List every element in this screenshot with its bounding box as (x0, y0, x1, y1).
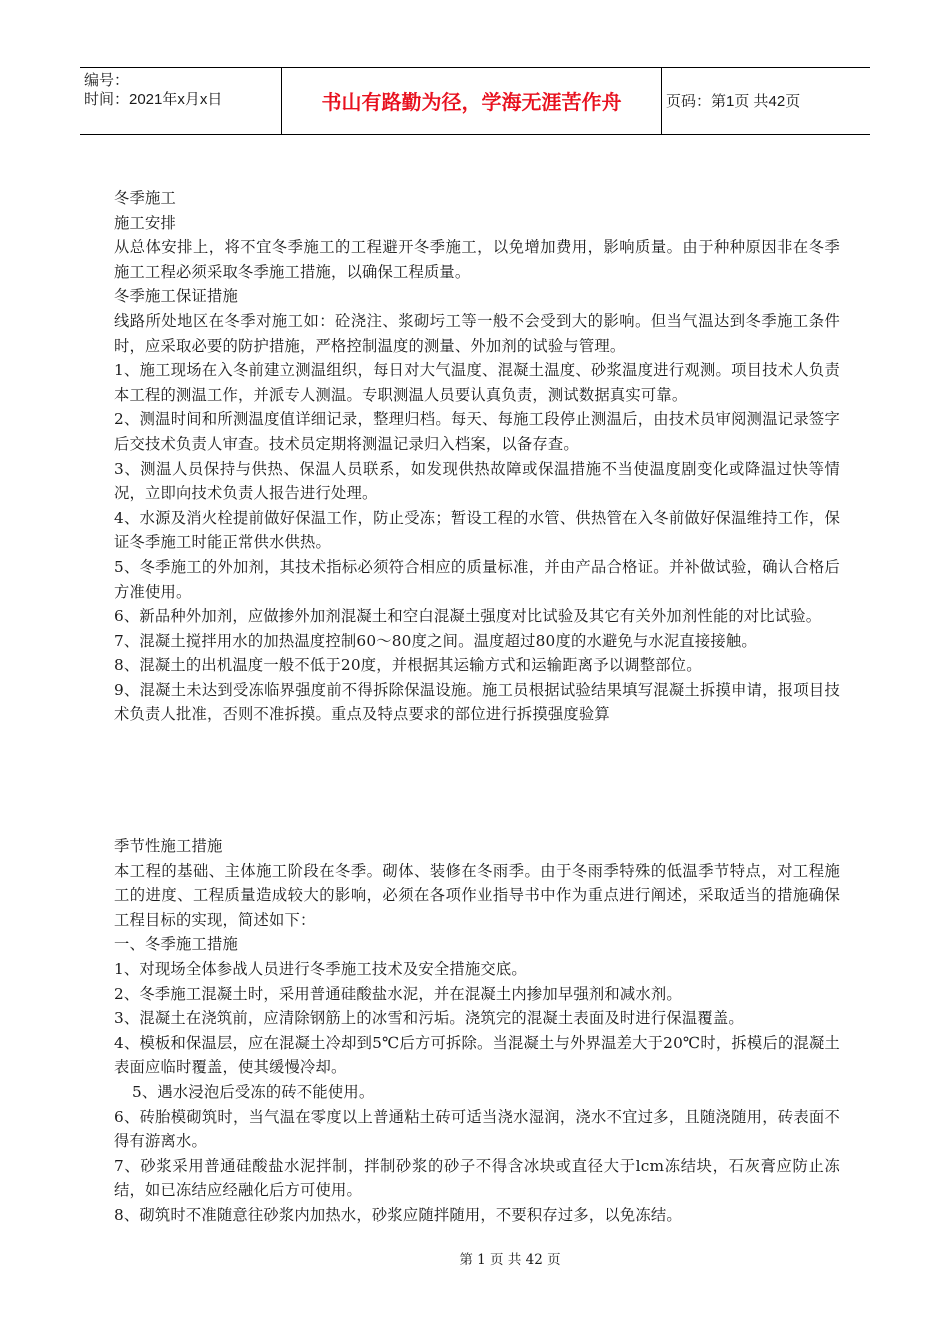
document-header (80, 67, 870, 135)
heading-winter-measures: 一、冬季施工措施 (114, 935, 238, 954)
document-number-label: 编号： (84, 72, 130, 89)
list-item: 4、模板和保温层，应在混凝土冷却到5℃后方可拆除。当混凝土与外界温差大于20℃时，拆模后的混凝土表面应临时覆盖，使其缓慢冷却。 (114, 1033, 840, 1077)
list-item: 9、混凝土未达到受冻临界强度前不得拆除保温设施。施工员根据试验结果填写混凝土拆摸申请，报项目技术负责人批准，否则不准拆摸。重点及特点要求的部位进行拆摸强度验算 (114, 680, 840, 724)
document-date-label: 时间：2021年x月x日 (84, 91, 223, 108)
heading-construction-arrangement: 施工安排 (114, 213, 176, 232)
paragraph: 线路所处地区在冬季对施工如：砼浇注、浆砌圬工等一般不会受到大的影响。但当气温达到冬季施工条件时，应采取必要的防护措施，严格控制温度的测量、外加剂的试验与管理。 (114, 311, 840, 355)
heading-winter-guarantee-measures: 冬季施工保证措施 (114, 287, 238, 306)
paragraph: 本工程的基础、主体施工阶段在冬季。砌体、装修在冬雨季。由于冬雨季特殊的低温季节特点，对工程施工的进度、工程质量造成较大的影响，必须在各项作业指导书中作为重点进行阐述，采取适当的措施确保工程目标的实现，简述如下： (114, 861, 840, 929)
list-item: 8、砌筑时不准随意往砂浆内加热水，砂浆应随拌随用，不要积存过多，以免冻结。 (114, 1205, 682, 1224)
paragraph: 从总体安排上，将不宜冬季施工的工程避开冬季施工，以免增加费用，影响质量。由于种种原因非在冬季施工工程必须采取冬季施工措施，以确保工程质量。 (114, 238, 840, 281)
page-footer: 第 1 页 共 42 页 (459, 1252, 561, 1268)
heading-winter-construction: 冬季施工 (114, 189, 176, 207)
header-motto: 书山有路勤为径，学海无涯苦作舟 (282, 68, 662, 134)
list-item: 2、冬季施工混凝土时，采用普通硅酸盐水泥，并在混凝土内掺加早强剂和减水剂。 (114, 984, 682, 1003)
list-item: 3、测温人员保持与供热、保温人员联系，如发现供热故障或保温措施不当使温度剧变化或降温过快等情况，立即向技术负责人报告进行处理。 (114, 459, 840, 503)
list-item: 1、对现场全体参战人员进行冬季施工技术及安全措施交底。 (114, 959, 527, 978)
list-item: 2、测温时间和所测温度值详细记录，整理归档。每天、每施工段停止测温后，由技术员审阅测温记录签字后交技术负责人审查。技术员定期将测温记录归入档案，以备存查。 (114, 410, 840, 453)
heading-seasonal-measures: 季节性施工措施 (114, 837, 223, 855)
section-seasonal-measures (114, 834, 840, 1228)
section-winter-construction (114, 186, 840, 727)
list-item: 5、冬季施工的外加剂，其技术指标必须符合相应的质量标准，并由产品合格证。并补做试验，确认合格后方准使用。 (114, 557, 840, 601)
list-item: 3、混凝土在浇筑前，应清除钢筋上的冰雪和污垢。浇筑完的混凝土表面及时进行保温覆盖。 (114, 1009, 744, 1028)
list-item: 8、混凝土的出机温度一般不低于20度，并根据其运输方式和运输距离予以调整部位。 (114, 656, 702, 675)
list-item: 4、水源及消火栓提前做好保温工作，防止受冻；暂设工程的水管、供热管在入冬前做好保温维持工作，保证冬季施工时能正常供水供热。 (114, 508, 840, 552)
list-item: 1、施工现场在入冬前建立测温组织，每日对大气温度、混凝土温度、砂浆温度进行观测。项目技术人负责本工程的测温工作，并派专人测温。专职测温人员要认真负责，测试数据真实可靠。 (114, 361, 840, 404)
list-item: 7、混凝土搅拌用水的加热温度控制60～80度之间。温度超过80度的水避免与水泥直接接触。 (114, 631, 757, 650)
list-item: 7、砂浆采用普通硅酸盐水泥拌制，拌制砂浆的砂子不得含冰块或直径大于lcm冻结块，石灰膏应防止冻结，如已冻结应经融化后方可使用。 (114, 1156, 840, 1200)
header-left-cell (80, 68, 282, 134)
header-page-label: 页码：第1页 共42页 (666, 93, 801, 110)
list-item: 6、砖胎模砌筑时，当气温在零度以上普通粘土砖可适当浇水湿润，浇水不宜过多，且随浇随用，砖表面不得有游离水。 (114, 1107, 840, 1151)
list-item: 5、遇水浸泡后受冻的砖不能使用。 (132, 1082, 375, 1101)
list-item: 6、新品种外加剂，应做掺外加剂混凝土和空白混凝土强度对比试验及其它有关外加剂性能的对比试验。 (114, 607, 822, 626)
